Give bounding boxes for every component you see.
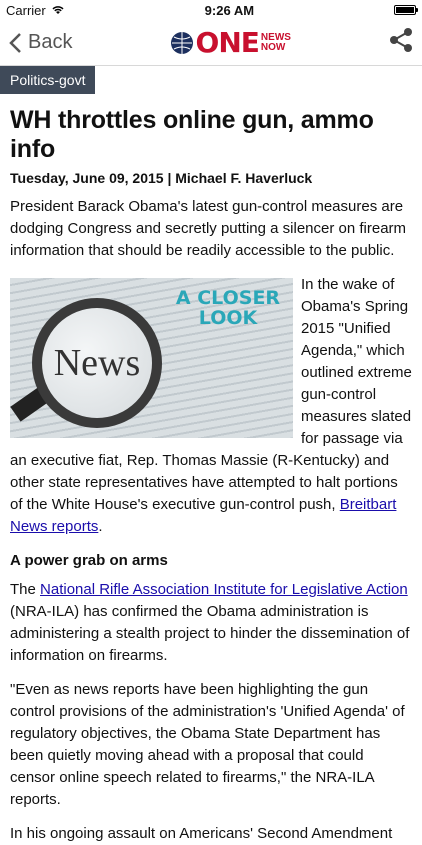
chevron-left-icon bbox=[8, 32, 22, 54]
article-body-with-image bbox=[10, 274, 412, 538]
one-news-now-logo bbox=[170, 26, 291, 59]
logo-one: ONE bbox=[195, 26, 259, 59]
paragraph-3-start: The bbox=[10, 581, 41, 598]
magnifying-glass-icon bbox=[32, 298, 162, 428]
paragraph-2-text: In the wake of Obama's Spring 2015 "Unified Agenda," which outlined extreme gun-control measures slated for passage via an executive fiat, Rep. Thomas Massie (R-Kentucky) and other state representatives have attempted to halt portions of the White House's executive gun-control push, bbox=[10, 276, 412, 513]
carrier-label: Carrier bbox=[6, 2, 46, 18]
back-label: Back bbox=[28, 31, 73, 53]
paragraph-3-end: (NRA-ILA) has confirmed the Obama administration is administering a stealth project to hinder the dissemination of information on firearms. bbox=[10, 603, 410, 664]
status-bar bbox=[0, 0, 422, 20]
nav-bar bbox=[0, 20, 422, 66]
battery-icon bbox=[394, 5, 416, 15]
category-badge[interactable]: Politics-govt bbox=[0, 66, 95, 94]
article-content bbox=[0, 106, 422, 845]
breitbart-link[interactable]: Breitbart News reports bbox=[10, 496, 397, 535]
article-paragraph-5: In his ongoing assault on Americans' Second Amendment bbox=[10, 825, 393, 842]
nra-ila-link[interactable]: National Rifle Association Institute for Legislative Action bbox=[40, 581, 408, 598]
clock: 9:26 AM bbox=[204, 2, 255, 18]
article-intro: President Barack Obama's latest gun-control measures are dodging Congress and secretly putting a silencer on firearm information that should be readily accessible to the public. bbox=[10, 198, 407, 259]
logo-now: NOW bbox=[260, 41, 286, 53]
share-button[interactable] bbox=[388, 27, 414, 58]
article-subhead: A power grab on arms bbox=[10, 552, 168, 569]
closer-look-text: A CLOSER LOOK bbox=[175, 287, 281, 329]
article-paragraph-4: "Even as news reports have been highlighting the gun control provisions of the administration's 'Unified Agenda' of regulatory objectives, the Obama State Department has been quietly moving ahead with a proposal that could censor online speech related to firearms," the NRA-ILA reports. bbox=[10, 681, 405, 808]
share-icon bbox=[388, 27, 414, 53]
wifi-icon bbox=[51, 5, 65, 15]
globe-icon bbox=[170, 31, 194, 55]
article-paragraph-3 bbox=[10, 579, 412, 667]
logo-news: NEWS bbox=[260, 31, 291, 43]
back-button[interactable] bbox=[8, 31, 72, 54]
paragraph-2-end: . bbox=[98, 518, 103, 535]
news-word: News bbox=[53, 342, 141, 384]
article-image bbox=[10, 278, 293, 438]
logo-news-now bbox=[261, 33, 291, 53]
article-byline: Tuesday, June 09, 2015 | Michael F. Haverluck bbox=[10, 170, 313, 186]
article-title: WH throttles online gun, ammo info bbox=[10, 106, 374, 163]
